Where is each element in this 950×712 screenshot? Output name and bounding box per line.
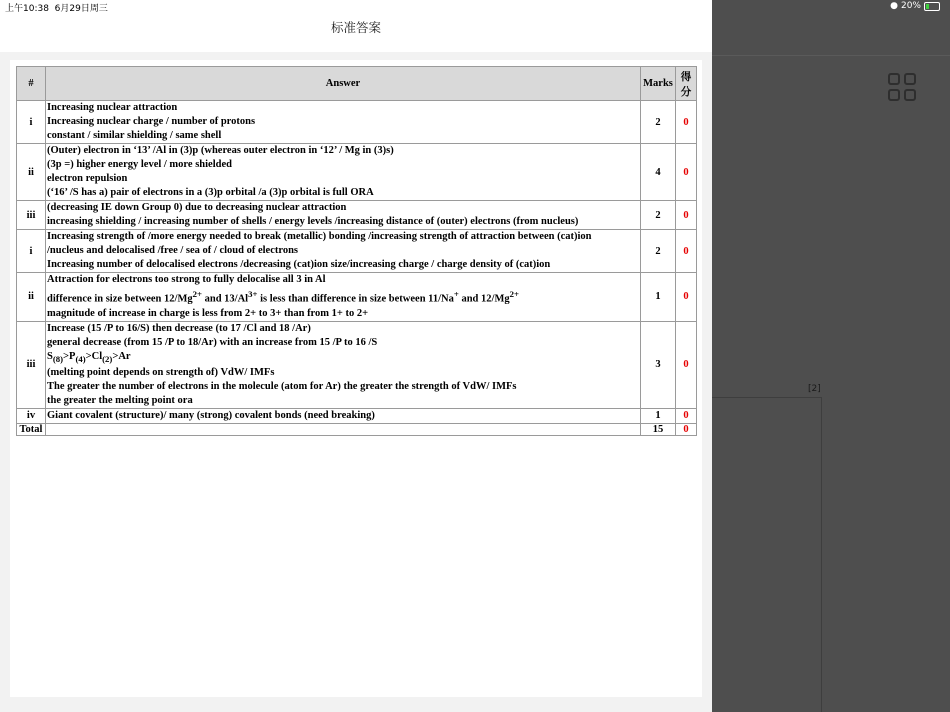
row-num: iv — [17, 408, 46, 423]
total-row — [17, 423, 697, 435]
total-label: Total — [17, 423, 46, 435]
row-num: ii — [17, 144, 46, 201]
table-header-row — [17, 67, 697, 101]
total-marks: 15 — [641, 423, 676, 435]
text-part: and 12/Mg — [458, 293, 510, 305]
wifi-icon: ● — [890, 1, 898, 11]
row-answer — [46, 273, 641, 322]
header-num: # — [17, 67, 46, 101]
row-num: ii — [17, 273, 46, 322]
answer-line: /nucleus and delocalised /free / sea of / cloud of electrons — [47, 245, 299, 256]
row-marks: 1 — [641, 273, 676, 322]
header-score: 得分 — [676, 67, 697, 101]
row-num: i — [17, 101, 46, 144]
answer-line: Attraction for electrons too strong to fully delocalise all 3 in Al — [47, 274, 326, 285]
text-part: is less than difference in size between 11/Na — [257, 293, 454, 305]
table-row — [17, 408, 697, 423]
table-row — [17, 321, 697, 408]
superscript: 2+ — [192, 289, 202, 299]
answer-line: Increasing nuclear attraction — [47, 102, 178, 113]
row-score[interactable]: 0 — [676, 101, 697, 144]
answer-line: Increasing number of delocalised electrons /decreasing (cat)ion size/increasing charge / charge density of (cat)ion — [47, 259, 551, 270]
superscript: + — [453, 289, 459, 299]
answer-line: The greater the number of electrons in the molecule (atom for Ar) the greater the strength of VdW/ IMFs — [47, 380, 517, 392]
text-part: >Ar — [112, 350, 131, 362]
row-marks: 2 — [641, 230, 676, 273]
header-answer: Answer — [46, 67, 641, 101]
row-score[interactable]: 0 — [676, 273, 697, 322]
subscript: (2) — [102, 353, 113, 364]
row-answer — [46, 144, 641, 201]
row-num: iii — [17, 201, 46, 230]
row-marks: 3 — [641, 321, 676, 408]
mark-allocation: [2] — [808, 384, 821, 394]
answer-line: electron repulsion — [47, 173, 128, 184]
row-num: iii — [17, 321, 46, 408]
divider — [712, 55, 950, 56]
text-part: S — [47, 350, 53, 362]
row-answer — [46, 201, 641, 230]
battery-icon — [924, 2, 940, 11]
superscript: 3+ — [248, 289, 258, 299]
answer-line: (Outer) electron in ‘13’ /Al in (3)p (whereas outer electron in ‘12’ / Mg in (3)s) — [47, 145, 394, 156]
question-panel — [712, 0, 950, 712]
answer-line: Increase (15 /P to 16/S) then decrease (to 17 /Cl and 18 /Ar) — [47, 322, 311, 334]
answer-line: general decrease (from 15 /P to 18/Ar) with an increase from 15 /P to 16 /S — [47, 336, 378, 348]
text-part: >Cl — [85, 350, 103, 362]
answer-line: Giant covalent (structure)/ many (strong) covalent bonds (need breaking) — [47, 409, 375, 421]
answer-line: increasing shielding / increasing number of shells / energy levels /increasing distance of (outer) electrons (from nucleus) — [47, 216, 579, 227]
text-part: difference in size between 12/Mg — [47, 293, 193, 305]
answer-line — [47, 287, 639, 307]
row-answer — [46, 321, 641, 408]
answer-line: (decreasing IE down Group 0) due to decreasing nuclear attraction — [47, 202, 347, 213]
answer-line: (3p =) higher energy level / more shielded — [47, 159, 232, 170]
row-answer — [46, 101, 641, 144]
subscript: (8) — [52, 353, 64, 364]
row-answer — [46, 408, 641, 423]
superscript: 2+ — [509, 289, 519, 299]
table-row — [17, 144, 697, 201]
status-date: 6月29日周三 — [54, 4, 108, 14]
row-score[interactable]: 0 — [676, 230, 697, 273]
status-bar — [0, 0, 712, 14]
battery-percent: 20% — [900, 1, 921, 11]
text-part: and 13/Al — [201, 293, 249, 305]
header-marks: Marks — [641, 67, 676, 101]
status-time-date — [5, 1, 108, 14]
row-score[interactable]: 0 — [676, 201, 697, 230]
row-score[interactable]: 0 — [676, 144, 697, 201]
text-part: >P — [63, 350, 76, 362]
row-answer — [46, 230, 641, 273]
total-empty — [46, 423, 641, 435]
row-marks: 2 — [641, 101, 676, 144]
answer-line: constant / similar shielding / same shell — [47, 130, 222, 141]
row-score[interactable]: 0 — [676, 321, 697, 408]
table-row — [17, 273, 697, 322]
grid-view-icon[interactable] — [888, 73, 918, 103]
answer-line: (melting point depends on strength of) VdW/ IMFs — [47, 366, 275, 378]
total-score: 0 — [676, 423, 697, 435]
row-score[interactable]: 0 — [676, 408, 697, 423]
answer-line: Increasing strength of /more energy needed to break (metallic) bonding /increasing strength of attraction between (cat)ion — [47, 231, 592, 242]
status-right — [890, 1, 940, 11]
row-marks: 1 — [641, 408, 676, 423]
answer-line: (‘16’ /S has a) pair of electrons in a (3)p orbital /a (3)p orbital is full ORA — [47, 187, 374, 198]
row-marks: 4 — [641, 144, 676, 201]
answer-table — [16, 66, 697, 436]
table-row — [17, 201, 697, 230]
answer-line — [47, 350, 639, 366]
subscript: (4) — [75, 353, 86, 364]
table-row — [17, 101, 697, 144]
answer-line: magnitude of increase in charge is less from 2+ to 3+ than from 1+ to 2+ — [47, 307, 369, 319]
row-marks: 2 — [641, 201, 676, 230]
table-row — [17, 230, 697, 273]
page-title: 标准答案 — [330, 20, 381, 35]
answer-line: the greater the melting point ora — [47, 394, 193, 406]
answer-area — [712, 397, 822, 712]
row-num: i — [17, 230, 46, 273]
status-time: 上午10:38 — [5, 4, 49, 14]
answer-line: Increasing nuclear charge / number of protons — [47, 116, 256, 127]
